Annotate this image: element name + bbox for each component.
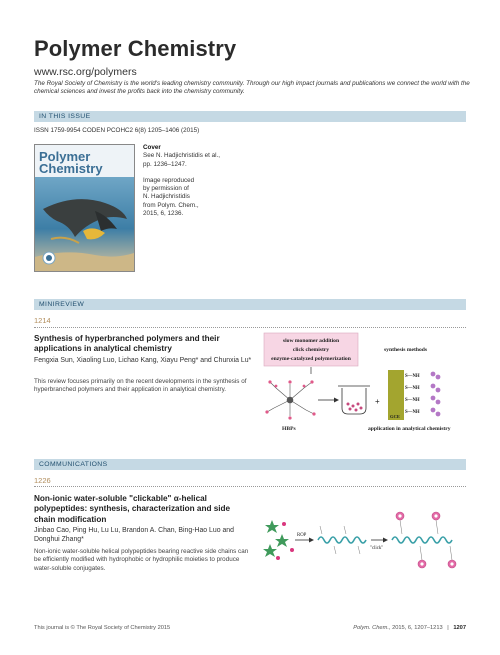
gce-label: GCE xyxy=(390,414,400,419)
hbps-label: HBPs xyxy=(282,426,296,432)
section-bar-minireview xyxy=(34,299,466,310)
footer-citation xyxy=(300,625,466,631)
box-line-2: click chemistry xyxy=(292,347,330,353)
plus-sign: + xyxy=(375,397,380,406)
amine-label: S—NH xyxy=(405,386,420,391)
journal-title: Polymer Chemistry xyxy=(34,36,237,61)
section-bar-in-this-issue xyxy=(34,111,466,122)
amine-label: S—NH xyxy=(405,374,420,379)
cover-artwork xyxy=(35,145,134,271)
box-line-1: slow monomer addition xyxy=(282,338,340,344)
cover-journal-title: Polymer Chemistry xyxy=(39,149,103,176)
article-abstract: This review focuses primarily on the recent developments in the synthesis of hyperbranched polymers and their application in analytical chemistry. xyxy=(34,378,247,394)
section-label: COMMUNICATIONS xyxy=(39,460,108,468)
cover-description xyxy=(143,144,243,218)
amine-label: S—NH xyxy=(405,398,420,403)
rop-label: ROP xyxy=(297,533,307,538)
methods-label: synthesis methods xyxy=(384,347,428,353)
footer-divider: | xyxy=(447,625,449,631)
article-authors: Jinbao Cao, Ping Hu, Lu Lu, Brandon A. Chan, Bing-Hao Luo and Donghui Zhang* xyxy=(34,527,234,543)
cover-credit-5: 2015, 6, 1236. xyxy=(143,210,184,218)
cover-ref-line1: See N. Hadjichristidis et al., xyxy=(143,152,220,160)
helix-icon xyxy=(392,537,452,543)
toc-graphic-hyperbranched xyxy=(262,330,468,434)
section-label: MINIREVIEW xyxy=(39,300,85,308)
footer-journal: Polym. Chem. xyxy=(353,625,389,631)
helix-icon xyxy=(318,537,366,543)
hyperbranched-polymer-icon xyxy=(267,382,314,416)
section-bar-communications xyxy=(34,459,466,470)
cover-credit-1: Image reproduced xyxy=(143,176,195,184)
divider xyxy=(34,486,466,487)
footer-citation-rest: , 2015, 6, 1207–1213 xyxy=(388,625,443,631)
article-title-link[interactable]: Non-ionic water-soluble "clickable" α-helical polypeptides: synthesis, characterization and side chain modification xyxy=(34,494,231,524)
issn-line: ISSN 1759-9954 CODEN PCOHC2 6(8) 1205–1406 (2015) xyxy=(34,127,200,134)
box-line-3: enzyme-catalyzed polymerization xyxy=(271,356,351,362)
section-label: IN THIS ISSUE xyxy=(39,112,91,120)
divider xyxy=(34,327,466,328)
cover-image[interactable] xyxy=(34,144,135,272)
conjugate-groups xyxy=(396,512,456,568)
toc-graphic-polypeptides xyxy=(262,500,468,572)
article-abstract: Non-ionic water-soluble helical polypeptides bearing reactive side chains can be efficiently modified with hydrophobic or hydrophilic moieties to produce water-soluble conjugates. xyxy=(34,548,249,572)
cover-heading: Cover xyxy=(143,144,161,151)
cover-credit-2: by permission of xyxy=(143,185,189,193)
article-authors: Fengxia Sun, Xiaoling Luo, Lichao Kang, Xiayu Peng* and Chunxia Lu* xyxy=(34,357,252,364)
cover-credit-4: from Polym. Chem., xyxy=(143,201,199,209)
article-title-link[interactable]: Synthesis of hyperbranched polymers and their applications in analytical chemistry xyxy=(34,334,220,354)
click-label: "click" xyxy=(370,546,384,551)
cover-credit-3: N. Hadjichristidis xyxy=(143,193,190,201)
page-number: 1207 xyxy=(453,625,466,631)
cover-ref-line2: pp. 1236–1247. xyxy=(143,160,187,168)
journal-url[interactable]: www.rsc.org/polymers xyxy=(34,66,137,78)
journal-tagline: The Royal Society of Chemistry is the world's leading chemistry community. Through our high impact journals and publications we connect the world with the chemical sciences and invest the profits back into the chemistry community. xyxy=(34,80,470,96)
application-label: application in analytical chemistry xyxy=(368,426,451,432)
footer-copyright: This journal is © The Royal Society of Chemistry 2015 xyxy=(34,625,171,631)
article-number: 1226 xyxy=(34,476,51,485)
amine-label: S—NH xyxy=(405,410,420,415)
article-number: 1214 xyxy=(34,316,51,325)
